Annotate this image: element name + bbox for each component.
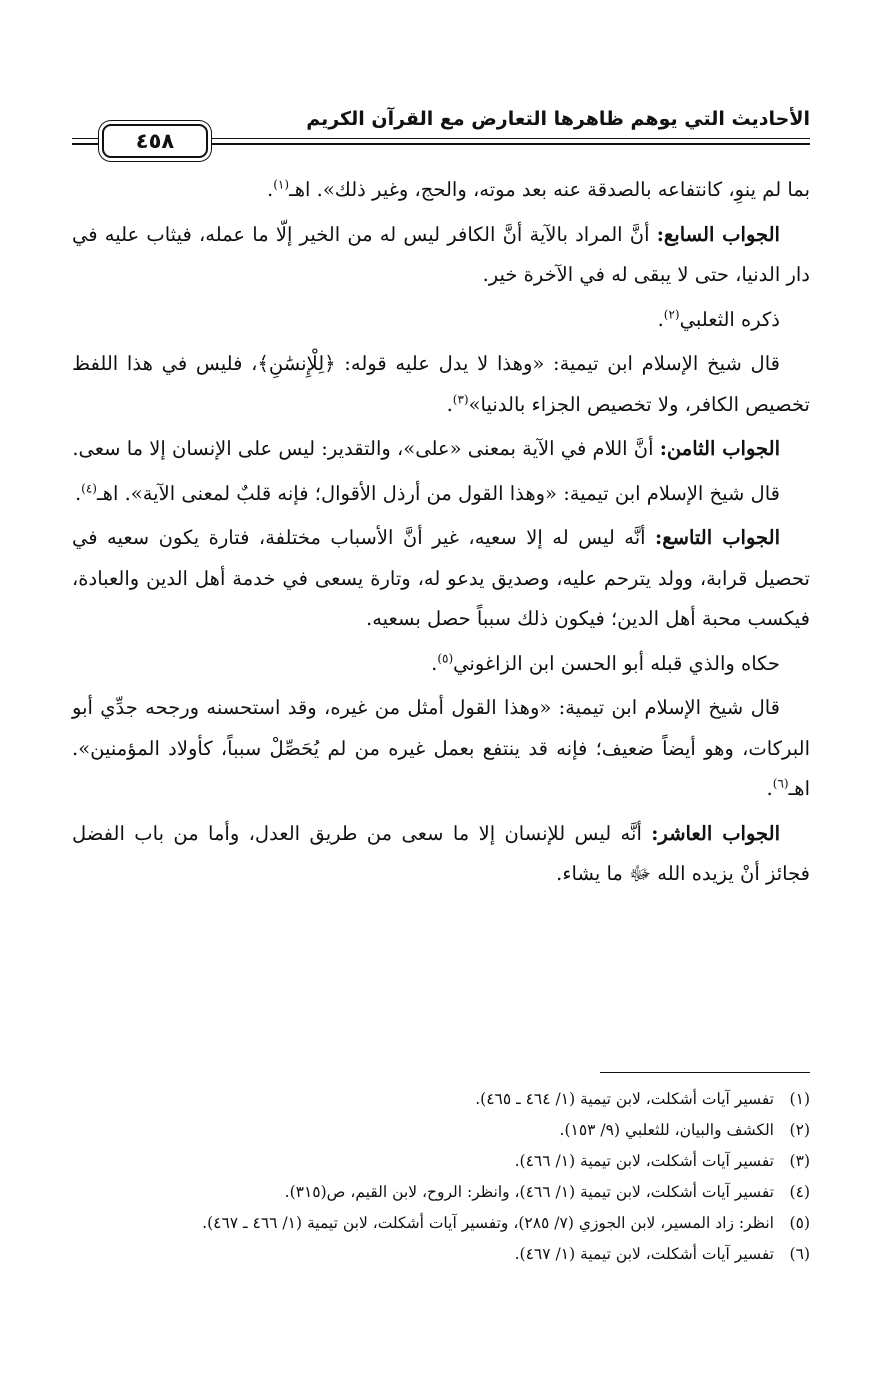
footnote-text: تفسير آيات أشكلت، لابن تيمية (١/ ٤٦٦). xyxy=(514,1152,774,1170)
footnote-text: تفسير آيات أشكلت، لابن تيمية (١/ ٤٦٧). xyxy=(514,1245,774,1263)
paragraph-text: ذكره الثعلبي xyxy=(679,307,780,331)
paragraph-end: . xyxy=(74,481,82,505)
paragraph xyxy=(72,215,810,296)
paragraph xyxy=(72,344,810,425)
paragraph xyxy=(72,429,810,470)
answer-heading: الجواب العاشر: xyxy=(651,821,780,845)
footnote xyxy=(72,1146,810,1177)
running-title: الأحاديث التي يوهم ظاهرها التعارض مع القرآن الكريم xyxy=(306,108,810,130)
page-number-frame xyxy=(102,124,208,158)
footnote-text: انظر: زاد المسير، لابن الجوزي (٧/ ٢٨٥)، وتفسير آيات أشكلت، لابن تيمية (١/ ٤٦٦ ـ ٤٦٧). xyxy=(202,1214,774,1232)
footnote-ref[interactable]: (٢) xyxy=(663,307,680,321)
footnote-number: (١) xyxy=(789,1090,810,1108)
paragraph xyxy=(72,688,810,810)
footnote xyxy=(72,1084,810,1115)
footnote-number: (٦) xyxy=(789,1245,810,1263)
footnote-ref[interactable]: (١) xyxy=(273,177,290,192)
paragraph xyxy=(72,300,810,341)
footnote-number: (٤) xyxy=(789,1183,810,1201)
paragraph-text: أنَّ اللام في الآية بمعنى «على»، والتقدير: ليس على الإنسان إلا ما سعى. xyxy=(72,437,660,460)
paragraph xyxy=(72,170,810,211)
paragraph-text: بما لم ينوِ، كانتفاعه بالصدقة عنه بعد موته، والحج، وغير ذلك». اهـ xyxy=(289,178,810,201)
page-header xyxy=(72,98,810,158)
footnote-number: (٥) xyxy=(789,1214,810,1232)
paragraph-end: . xyxy=(766,777,773,800)
footnote-text: الكشف والبيان، للثعلبي (٩/ ١٥٣). xyxy=(559,1121,774,1139)
paragraph-text: أنَّ المراد بالآية أنَّ الكافر ليس له من الخير إلّا ما عمله، فيثاب عليه في دار الدنيا، حتى لا يبقى له في الآخرة خير. xyxy=(72,222,810,286)
paragraph xyxy=(72,474,810,515)
paragraph-end: . xyxy=(431,651,438,675)
main-text xyxy=(72,170,810,899)
footnote-ref[interactable]: (٤) xyxy=(81,481,97,495)
paragraph-text: قال شيخ الإسلام ابن تيمية: «وهذا القول من أرذل الأقوال؛ فإنه قلبٌ لمعنى الآية». اهـ xyxy=(96,481,780,505)
footnote-number: (٢) xyxy=(789,1121,810,1139)
answer-heading: الجواب الثامن: xyxy=(659,437,780,460)
paragraph xyxy=(72,644,810,685)
paragraph-end: . xyxy=(446,392,453,416)
footnote xyxy=(72,1177,810,1208)
answer-heading: الجواب السابع: xyxy=(656,222,780,246)
footnote-ref[interactable]: (٦) xyxy=(772,776,789,791)
paragraph-text: قال شيخ الإسلام ابن تيمية: «وهذا القول أمثل من غيره، وقد استحسنه ورجحه جدِّي أبو البركات، وهو أيضاً ضعيف؛ فإنه قد ينتفع بعمل غيره من لم يُحَصِّلْ سبباً، كأولاد المؤمنين». اهـ xyxy=(72,696,810,800)
footnote-separator xyxy=(600,1072,810,1073)
paragraph-text: قال شيخ الإسلام ابن تيمية: «وهذا لا يدل عليه قوله: ﴿لِلْإِنسَٰنِ﴾، فليس في هذا اللفظ تخصيص الكافر، ولا تخصيص الجزاء بالدنيا» xyxy=(72,352,810,416)
footnote-ref[interactable]: (٥) xyxy=(437,651,454,665)
footnote xyxy=(72,1208,810,1239)
footnote-text: تفسير آيات أشكلت، لابن تيمية (١/ ٤٦٤ ـ ٤٦٥). xyxy=(475,1090,774,1108)
paragraph xyxy=(72,814,810,895)
paragraph-end: . xyxy=(657,307,664,331)
footnote-text: تفسير آيات أشكلت، لابن تيمية (١/ ٤٦٦)، وانظر: الروح، لابن القيم، ص(٣١٥). xyxy=(284,1183,774,1201)
footnote xyxy=(72,1239,810,1270)
paragraph-text: حكاه والذي قبله أبو الحسن ابن الزاغوني xyxy=(453,651,780,675)
footnotes xyxy=(72,1084,810,1270)
footnote-number: (٣) xyxy=(789,1152,810,1170)
paragraph-text: أنَّه ليس له إلا سعيه، غير أنَّ الأسباب مختلفة، فتارة يكون سعيه في تحصيل قرابة، وولد يترحم عليه، وصديق يدعو له، وتارة يسعى في خدمة أهل الدين والعبادة، فيكسب محبة أهل الدين؛ فيكون ذلك سبباً حصل بسعيه. xyxy=(72,526,810,630)
paragraph-text: أنَّه ليس للإنسان إلا ما سعى من طريق العدل، وأما من باب الفضل فجائز أنْ يزيده الله ﷻ ما يشاء. xyxy=(72,821,810,885)
paragraph xyxy=(72,518,810,640)
answer-heading: الجواب التاسع: xyxy=(655,526,781,549)
paragraph-end: . xyxy=(267,178,274,201)
page-number: ٤٥٨ xyxy=(135,129,175,153)
footnote-ref[interactable]: (٣) xyxy=(452,392,469,406)
footnote xyxy=(72,1115,810,1146)
